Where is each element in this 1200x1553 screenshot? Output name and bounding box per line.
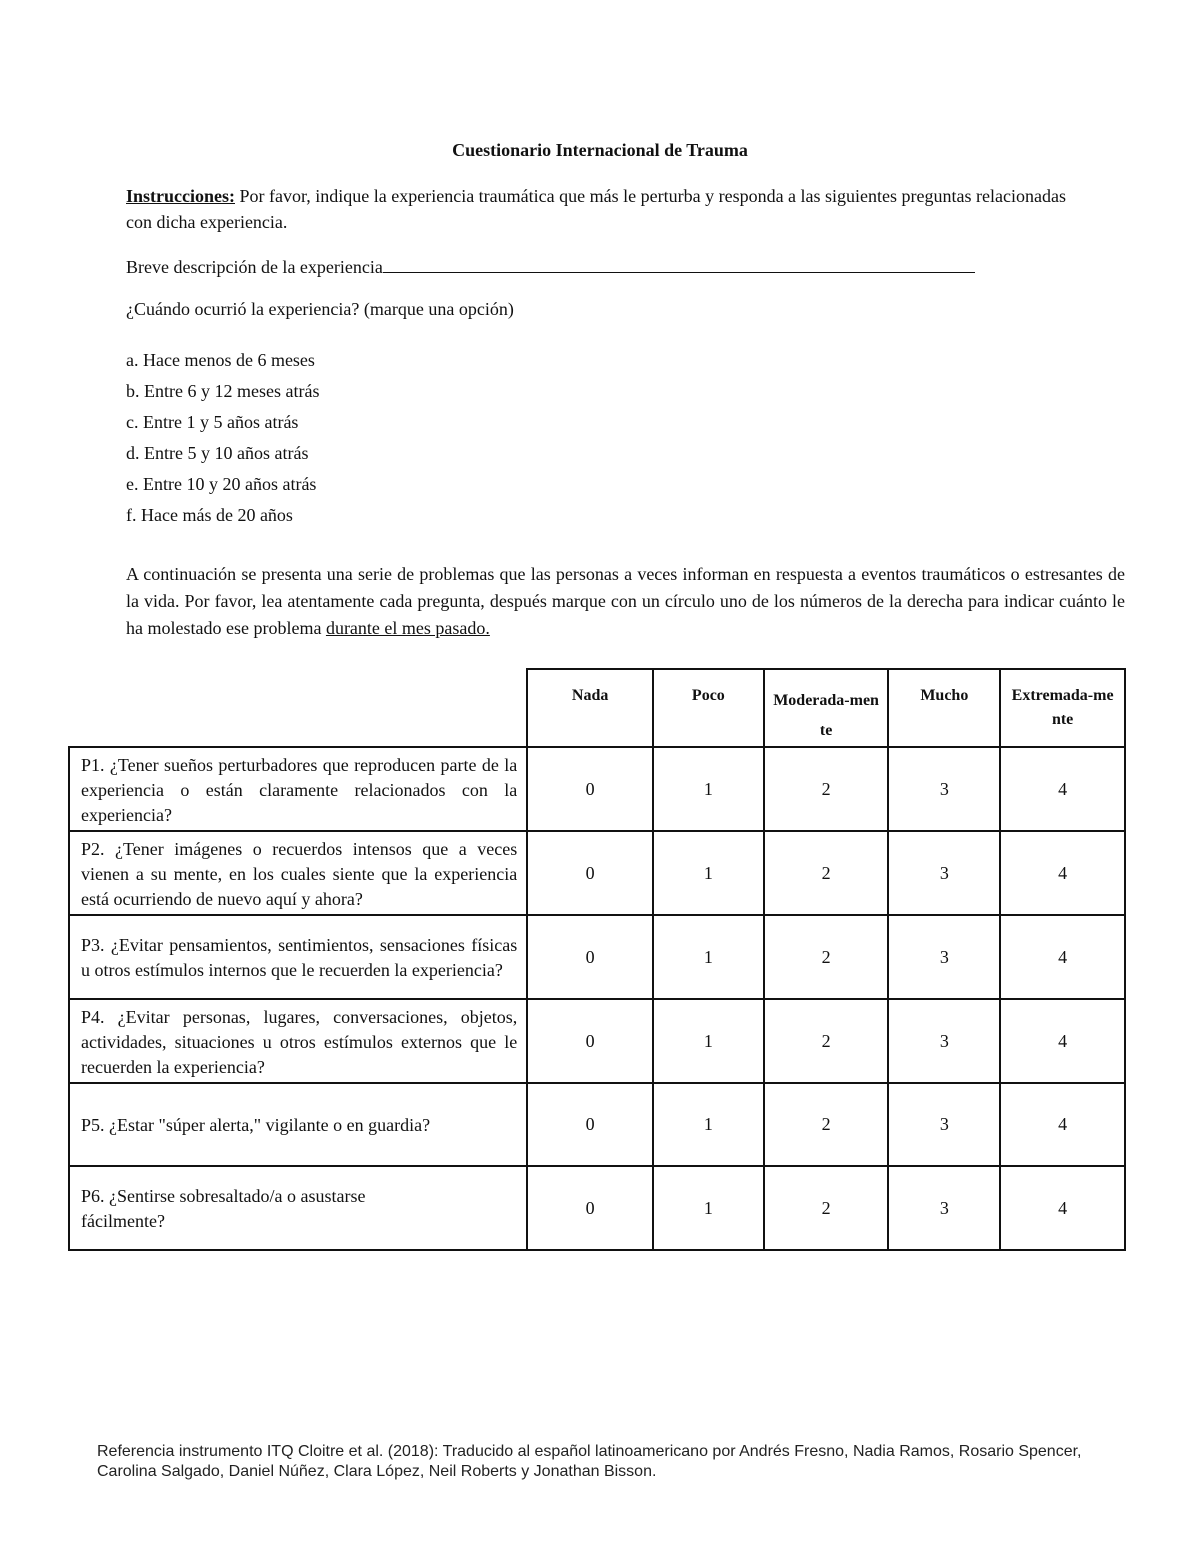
intro-paragraph [126,561,1125,642]
instructions-text: Por favor, indique la experiencia traumática que más le perturba y responda a las siguientes preguntas relacionadas con dicha experiencia. [126,186,1066,232]
scale-value[interactable]: 2 [764,1083,889,1166]
scale-value[interactable]: 2 [764,915,889,999]
time-options-list [126,347,319,533]
scale-value[interactable]: 2 [764,747,889,831]
header-empty-cell [69,669,527,747]
question-text: P1. ¿Tener sueños perturbadores que reproducen parte de la experiencia o están claramente relacionados con la experiencia? [69,747,527,831]
scale-value[interactable]: 1 [653,747,764,831]
scale-value[interactable]: 3 [888,1166,1000,1250]
table-row [69,1166,1125,1250]
scale-header: Mucho [888,669,1000,747]
when-question: ¿Cuándo ocurrió la experiencia? (marque una opción) [126,299,514,319]
scale-header: Moderada-mente [764,669,889,747]
scale-value[interactable]: 3 [888,831,1000,915]
question-text: P5. ¿Estar "súper alerta," vigilante o en guardia? [69,1083,527,1166]
scale-value[interactable]: 3 [888,999,1000,1083]
question-text: P4. ¿Evitar personas, lugares, conversaciones, objetos, actividades, situaciones u otros estímulos externos que le recuerden la experiencia? [69,999,527,1083]
scale-value[interactable]: 4 [1000,1083,1125,1166]
symptom-scale-table [68,668,1126,1251]
scale-value[interactable]: 0 [527,831,653,915]
scale-value[interactable]: 3 [888,915,1000,999]
scale-value[interactable]: 4 [1000,915,1125,999]
intro-emphasis: durante el mes pasado. [325,618,490,638]
time-option[interactable]: a. Hace menos de 6 meses [126,350,315,370]
scale-value[interactable]: 0 [527,1166,653,1250]
table-row [69,999,1125,1083]
scale-value[interactable]: 1 [653,1083,764,1166]
scale-value[interactable]: 0 [527,999,653,1083]
scale-value[interactable]: 3 [888,747,1000,831]
question-text: P3. ¿Evitar pensamientos, sentimientos, sensaciones físicas u otros estímulos internos que le recuerden la experiencia? [69,915,527,999]
time-option[interactable]: d. Entre 5 y 10 años atrás [126,443,309,463]
intro-text: A continuación se presenta una serie de problemas que las personas a veces informan en respuesta a eventos traumáticos o estresantes de la vida. Por favor, lea atentamente cada pregunta, después marque con un círculo uno de los números de la derecha para indicar cuánto le ha molestado ese problema [126,564,1125,638]
scale-value[interactable]: 1 [653,915,764,999]
scale-header: Nada [527,669,653,747]
scale-value[interactable]: 1 [653,999,764,1083]
scale-value[interactable]: 4 [1000,1166,1125,1250]
scale-value[interactable]: 1 [653,831,764,915]
description-prompt: Breve descripción de la experiencia [126,257,383,277]
page-title: Cuestionario Internacional de Trauma [452,140,748,160]
instructions-label: Instrucciones: [126,186,235,206]
scale-value[interactable]: 3 [888,1083,1000,1166]
time-option[interactable]: f. Hace más de 20 años [126,505,293,525]
scale-value[interactable]: 0 [527,747,653,831]
question-text: P2. ¿Tener imágenes o recuerdos intensos que a veces vienen a su mente, en los cuales siente que la experiencia está ocurriendo de nuevo aquí y ahora? [69,831,527,915]
scale-value[interactable]: 4 [1000,999,1125,1083]
instructions [126,183,1066,235]
time-option[interactable]: e. Entre 10 y 20 años atrás [126,474,317,494]
scale-value[interactable]: 4 [1000,831,1125,915]
question-text: P6. ¿Sentirse sobresaltado/a o asustarse fácilmente? [69,1166,527,1250]
table-row [69,831,1125,915]
table-row [69,1083,1125,1166]
scale-value[interactable]: 4 [1000,747,1125,831]
time-option[interactable]: c. Entre 1 y 5 años atrás [126,412,299,432]
reference-footer: Referencia instrumento ITQ Cloitre et al. (2018): Traducido al español latinoamericano por Andrés Fresno, Nadia Ramos, Rosario Spencer, Carolina Salgado, Daniel Núñez, Clara López, Neil Roberts y Jonathan Bisson. [97,1443,1082,1480]
scale-value[interactable]: 2 [764,1166,889,1250]
scale-value[interactable]: 2 [764,999,889,1083]
scale-header: Extremada-mente [1000,669,1125,747]
scale-header: Poco [653,669,764,747]
scale-value[interactable]: 0 [527,915,653,999]
table-row [69,747,1125,831]
scale-value[interactable]: 2 [764,831,889,915]
time-option[interactable]: b. Entre 6 y 12 meses atrás [126,381,320,401]
description-blank-line[interactable] [383,253,975,273]
scale-value[interactable]: 0 [527,1083,653,1166]
scale-value[interactable]: 1 [653,1166,764,1250]
description-field [126,253,975,280]
scale-header-row [69,669,1125,747]
table-row [69,915,1125,999]
